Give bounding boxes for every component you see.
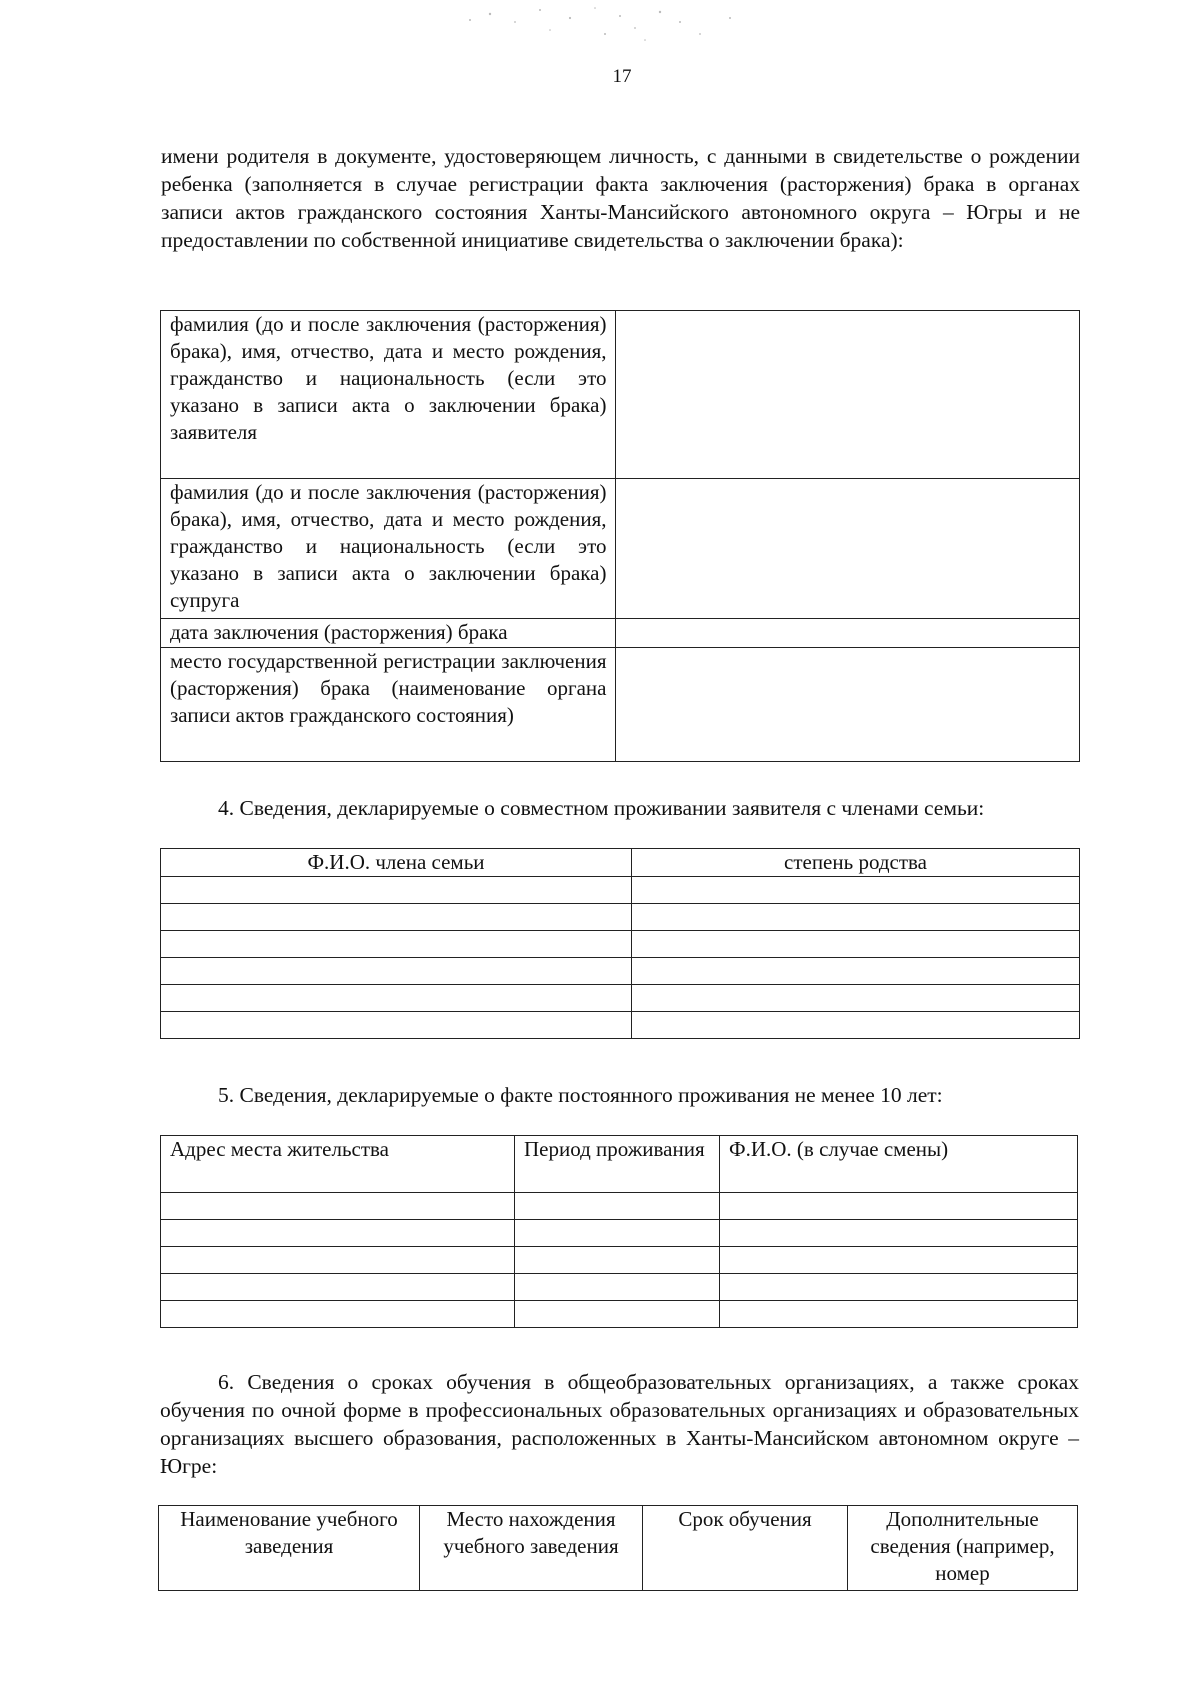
table-header-row bbox=[161, 849, 1080, 877]
family-members-table bbox=[160, 848, 1080, 1039]
cell-address[interactable] bbox=[161, 1193, 515, 1220]
cell-name-change[interactable] bbox=[720, 1247, 1078, 1274]
table-row bbox=[161, 985, 1080, 1012]
cell-period[interactable] bbox=[515, 1274, 720, 1301]
table-row bbox=[161, 904, 1080, 931]
table-row bbox=[161, 877, 1080, 904]
cell-address[interactable] bbox=[161, 1220, 515, 1247]
cell-name[interactable] bbox=[161, 904, 632, 931]
row-label-applicant: фамилия (до и после заключения (расторжения) брака), имя, отчество, дата и место рождения, гражданство и национальность (если это указано в записи акта о заключении брака) заявителя bbox=[161, 311, 616, 479]
column-header-period: Период проживания bbox=[515, 1136, 720, 1193]
column-header-address: Адрес места жительства bbox=[161, 1136, 515, 1193]
cell-name[interactable] bbox=[161, 931, 632, 958]
scan-noise-decoration bbox=[430, 0, 810, 60]
table-header-row bbox=[161, 1136, 1078, 1193]
column-header-additional-info: Дополнительные сведения (например, номер bbox=[848, 1506, 1078, 1591]
cell-name-change[interactable] bbox=[720, 1193, 1078, 1220]
table-row bbox=[161, 1274, 1078, 1301]
table-row bbox=[161, 1220, 1078, 1247]
page-number: 17 bbox=[612, 66, 632, 87]
table-row bbox=[161, 648, 1080, 762]
cell-relation[interactable] bbox=[632, 985, 1080, 1012]
table-header-row bbox=[159, 1506, 1078, 1591]
cell-period[interactable] bbox=[515, 1220, 720, 1247]
cell-relation[interactable] bbox=[632, 958, 1080, 985]
value-cell-applicant[interactable] bbox=[616, 311, 1080, 479]
value-cell-spouse[interactable] bbox=[616, 479, 1080, 619]
cell-address[interactable] bbox=[161, 1301, 515, 1328]
cell-period[interactable] bbox=[515, 1247, 720, 1274]
value-cell-marriage-date[interactable] bbox=[616, 619, 1080, 648]
cell-period[interactable] bbox=[515, 1301, 720, 1328]
education-table bbox=[158, 1505, 1078, 1591]
section-5-heading: 5. Сведения, декларируемые о факте постоянного проживания не менее 10 лет: bbox=[218, 1083, 943, 1107]
cell-relation[interactable] bbox=[632, 1012, 1080, 1039]
table-row bbox=[161, 479, 1080, 619]
cell-name[interactable] bbox=[161, 985, 632, 1012]
row-label-registration-place: место государственной регистрации заключения (расторжения) брака (наименование органа записи актов гражданского состояния) bbox=[161, 648, 616, 762]
cell-name[interactable] bbox=[161, 1012, 632, 1039]
cell-address[interactable] bbox=[161, 1247, 515, 1274]
value-cell-registration-place[interactable] bbox=[616, 648, 1080, 762]
cell-period[interactable] bbox=[515, 1193, 720, 1220]
cell-name[interactable] bbox=[161, 877, 632, 904]
cell-name[interactable] bbox=[161, 958, 632, 985]
cell-relation[interactable] bbox=[632, 904, 1080, 931]
cell-name-change[interactable] bbox=[720, 1274, 1078, 1301]
column-header-institution: Наименование учебного заведения bbox=[159, 1506, 420, 1591]
row-label-marriage-date: дата заключения (расторжения) брака bbox=[161, 619, 616, 648]
cell-name-change[interactable] bbox=[720, 1220, 1078, 1247]
row-label-spouse: фамилия (до и после заключения (расторжения) брака), имя, отчество, дата и место рождения, гражданство и национальность (если это указано в записи акта о заключении брака) супруга bbox=[161, 479, 616, 619]
table-row bbox=[161, 619, 1080, 648]
cell-name-change[interactable] bbox=[720, 1301, 1078, 1328]
table-row bbox=[161, 1247, 1078, 1274]
column-header-location: Место нахождения учебного заведения bbox=[420, 1506, 643, 1591]
column-header-study-period: Срок обучения bbox=[643, 1506, 848, 1591]
column-header-name: Ф.И.О. члена семьи bbox=[161, 849, 632, 877]
table-row bbox=[161, 931, 1080, 958]
cell-relation[interactable] bbox=[632, 877, 1080, 904]
marriage-data-table bbox=[160, 310, 1080, 762]
table-row bbox=[161, 1193, 1078, 1220]
table-row bbox=[161, 1012, 1080, 1039]
table-row bbox=[161, 958, 1080, 985]
table-row bbox=[161, 1301, 1078, 1328]
column-header-name-change: Ф.И.О. (в случае смены) bbox=[720, 1136, 1078, 1193]
column-header-relation: степень родства bbox=[632, 849, 1080, 877]
section-4-heading: 4. Сведения, декларируемые о совместном проживании заявителя с членами семьи: bbox=[218, 796, 985, 820]
cell-address[interactable] bbox=[161, 1274, 515, 1301]
intro-paragraph: имени родителя в документе, удостоверяющем личность, с данными в свидетельстве о рождении ребенка (заполняется в случае регистрации факта заключения (расторжения) брака в органах записи актов гражданского состояния Ханты-Мансийского автономного округа – Югры и не предоставлении по собственной инициативе свидетельства о заключении брака): bbox=[161, 144, 1080, 252]
cell-relation[interactable] bbox=[632, 931, 1080, 958]
section-6-heading: 6. Сведения о сроках обучения в общеобразовательных организациях, а также сроках обучения по очной форме в профессиональных образовательных организациях и образовательных организациях высшего образования, расположенных в Ханты-Мансийском автономном округе – Югре: bbox=[160, 1370, 1079, 1478]
residence-table bbox=[160, 1135, 1078, 1328]
table-row bbox=[161, 311, 1080, 479]
